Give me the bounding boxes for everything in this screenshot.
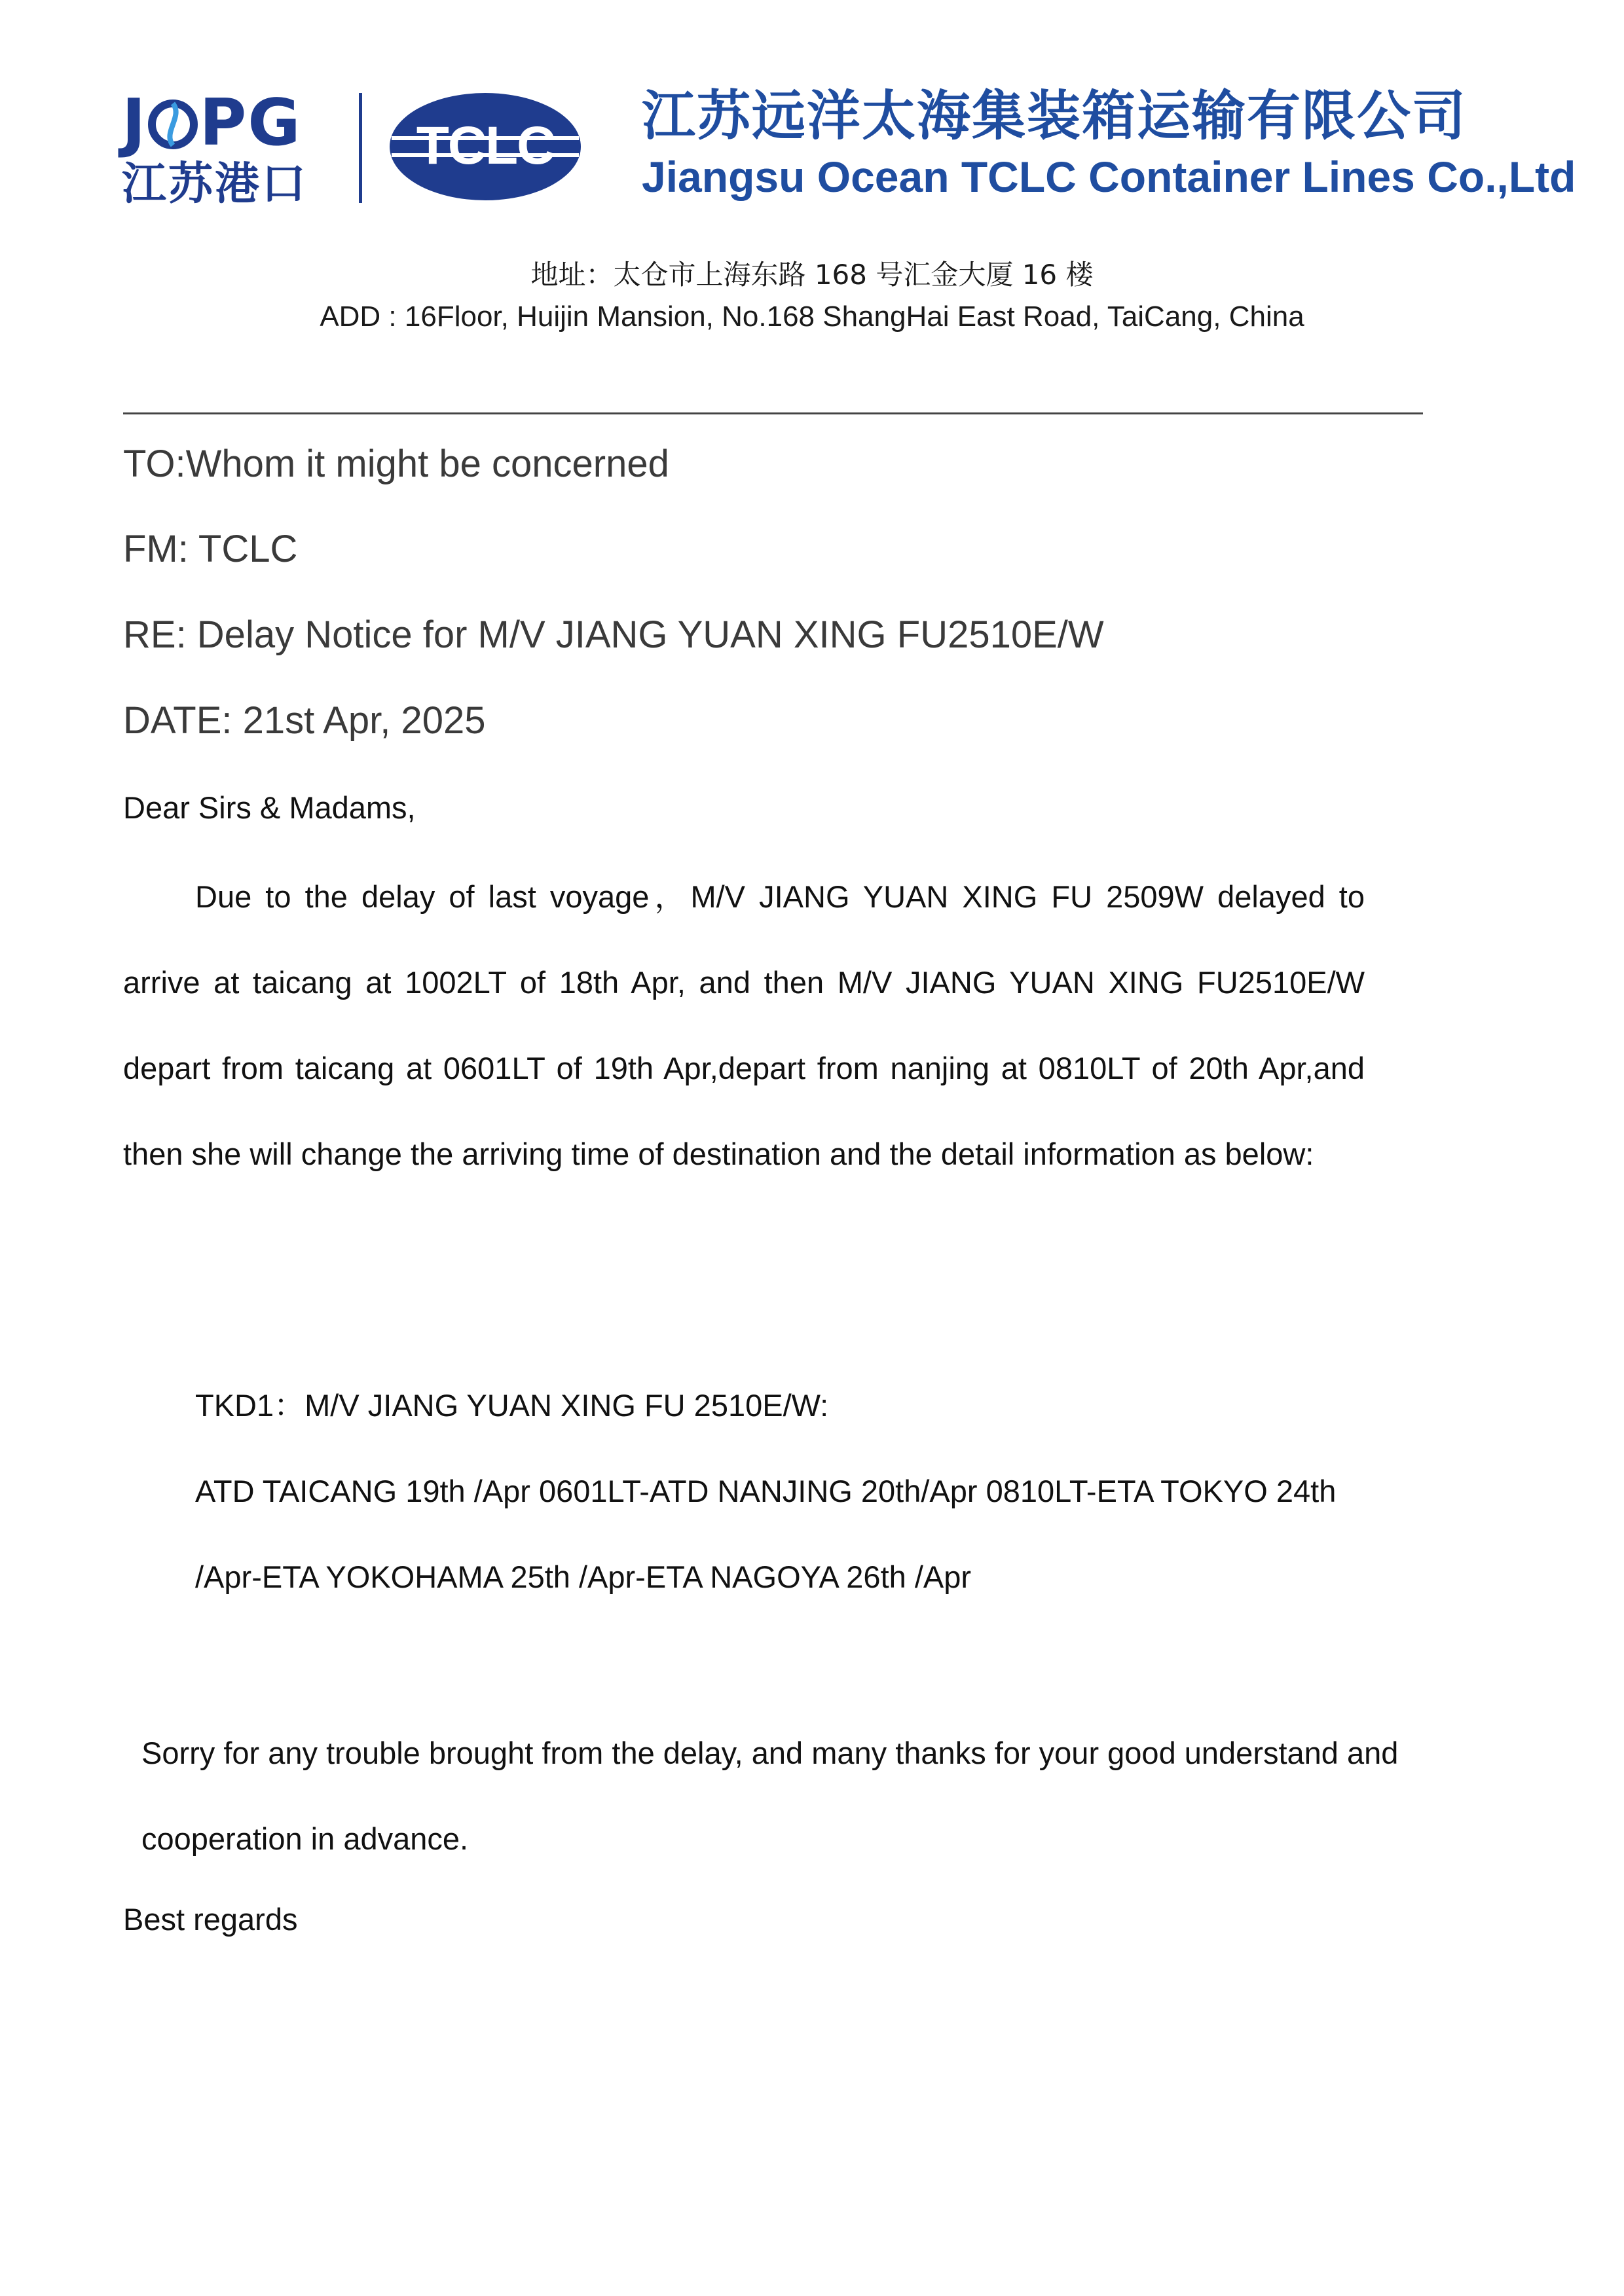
apology-paragraph: Sorry for any trouble brought from the delay, and many thanks for your good understand and cooperation in advance. <box>141 1736 1399 1856</box>
schedule-line-2: /Apr-ETA YOKOHAMA 25th /Apr-ETA NAGOYA 26th /Apr <box>195 1559 972 1594</box>
logo-divider <box>359 93 362 203</box>
company-name-en: Jiangsu Ocean TCLC Container Lines Co.,Ltd <box>642 153 1576 201</box>
company-name-cn: 江苏远洋太海集装箱运输有限公司 <box>642 85 1467 147</box>
salutation: Dear Sirs & Madams, <box>123 790 416 825</box>
header-rule <box>123 412 1423 414</box>
jspg-emblem-icon <box>147 98 199 151</box>
memo-subject: RE: Delay Notice for M/V JIANG YUAN XING FU2510E/W <box>123 613 1104 656</box>
closing: Best regards <box>123 1902 298 1937</box>
jspg-logo-cn: 江苏港口 <box>122 158 308 210</box>
address-cn: 地址：太仓市上海东路 168 号汇金大厦 16 楼 <box>530 259 1094 291</box>
memo-date: DATE: 21st Apr, 2025 <box>123 699 486 742</box>
address-en: ADD : 16Floor, Huijin Mansion, No.168 ShangHai East Road, TaiCang, China <box>320 301 1304 333</box>
memo-to: TO:Whom it might be concerned <box>123 443 669 485</box>
body-paragraph: Due to the delay of last voyage，M/V JIANG YUAN XING FU 2509W delayed to arrive at taicang at 1002LT of 18th Apr, and then M/V JIANG YUAN XING FU2510E/W depart from taicang at 0601LT of 19th Apr,depart from nanjing at 0810LT of 20th Apr,and then she will change the arriving time of destination and the detail information as below: <box>123 879 1365 1171</box>
schedule-title: TKD1：M/V JIANG YUAN XING FU 2510E/W: <box>195 1388 829 1423</box>
jspg-logo-letters: J PG <box>122 86 302 160</box>
schedule-line-1: ATD TAICANG 19th /Apr 0601LT-ATD NANJING 20th/Apr 0810LT-ETA TOKYO 24th <box>195 1474 1337 1508</box>
tclc-logo-text: TCLC <box>416 116 555 175</box>
tclc-logo <box>386 90 584 203</box>
memo-from: FM: TCLC <box>123 528 298 570</box>
jspg-logo <box>122 86 331 210</box>
